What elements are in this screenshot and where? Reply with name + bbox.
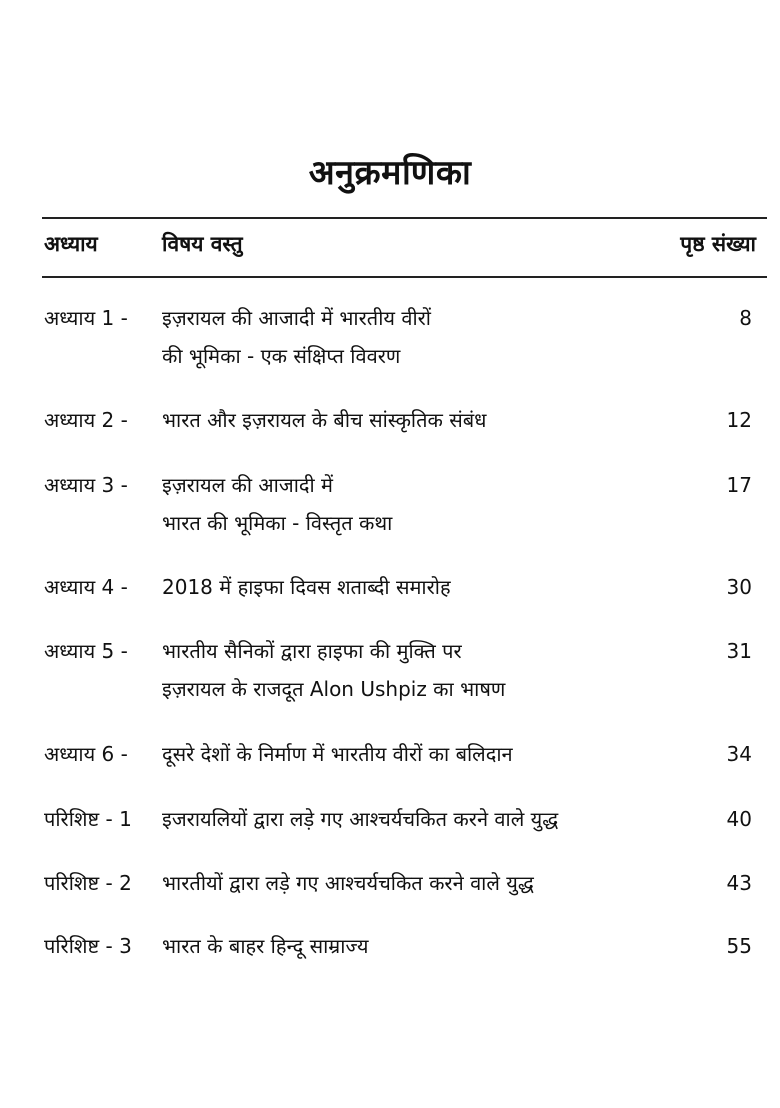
entry-subject-line: की भूमिका - एक संक्षिप्त विवरण	[162, 344, 401, 368]
entry-subject	[162, 864, 682, 902]
entry-chapter: अध्याय 1 -	[44, 306, 128, 330]
entry-subject	[162, 299, 682, 375]
entry-subject	[162, 735, 682, 773]
entry-subject	[162, 800, 682, 838]
entry-subject-line: इज़रायल की आजादी में भारतीय वीरों	[162, 306, 431, 330]
entry-page-number: 43	[726, 871, 752, 895]
entry-subject-line: इजरायलियों द्वारा लड़े गए आश्चर्यचकित करने वाले युद्ध	[162, 807, 559, 831]
entry-subject-line: इज़रायल के राजदूत Alon Ushpiz का भाषण	[162, 677, 506, 701]
entry-subject-line: भारत की भूमिका - विस्तृत कथा	[162, 511, 393, 535]
entry-subject-line: भारत और इज़रायल के बीच सांस्कृतिक संबंध	[162, 408, 487, 432]
entry-chapter: परिशिष्ट - 1	[44, 807, 132, 831]
header-top-rule	[42, 217, 767, 219]
entry-subject	[162, 466, 682, 542]
entry-page-number: 8	[739, 306, 752, 330]
entry-page-number: 34	[726, 742, 752, 766]
entry-page-number: 12	[726, 408, 752, 432]
entry-subject-line: भारतीयों द्वारा लड़े गए आश्चर्यचकित करने वाले युद्ध	[162, 871, 534, 895]
header-page-number: पृष्ठ संख्या	[680, 232, 756, 256]
entry-subject	[162, 401, 682, 439]
entry-subject	[162, 927, 682, 965]
entry-chapter: परिशिष्ट - 3	[44, 934, 132, 958]
entry-subject-line: 2018 में हाइफा दिवस शताब्दी समारोह	[162, 575, 451, 599]
page-title: अनुक्रमणिका	[308, 153, 472, 193]
entry-chapter: अध्याय 2 -	[44, 408, 128, 432]
header-subject: विषय वस्तु	[162, 232, 243, 256]
entry-subject-line: इज़रायल की आजादी में	[162, 473, 334, 497]
entry-chapter: अध्याय 3 -	[44, 473, 128, 497]
entry-chapter: अध्याय 5 -	[44, 639, 128, 663]
entry-page-number: 31	[726, 639, 752, 663]
entry-subject-line: भारत के बाहर हिन्दू साम्राज्य	[162, 934, 369, 958]
entry-chapter: परिशिष्ट - 2	[44, 871, 132, 895]
entry-subject-line: दूसरे देशों के निर्माण में भारतीय वीरों का बलिदान	[162, 742, 513, 766]
entry-page-number: 40	[726, 807, 752, 831]
entry-subject-line: भारतीय सैनिकों द्वारा हाइफा की मुक्ति पर	[162, 639, 462, 663]
entry-page-number: 17	[726, 473, 752, 497]
entry-page-number: 55	[726, 934, 752, 958]
table-header	[0, 230, 780, 266]
entry-subject	[162, 632, 682, 708]
entry-subject	[162, 568, 682, 606]
entry-chapter: अध्याय 6 -	[44, 742, 128, 766]
entry-chapter: अध्याय 4 -	[44, 575, 128, 599]
header-bottom-rule	[42, 276, 767, 278]
header-chapter: अध्याय	[44, 232, 98, 256]
entry-page-number: 30	[726, 575, 752, 599]
